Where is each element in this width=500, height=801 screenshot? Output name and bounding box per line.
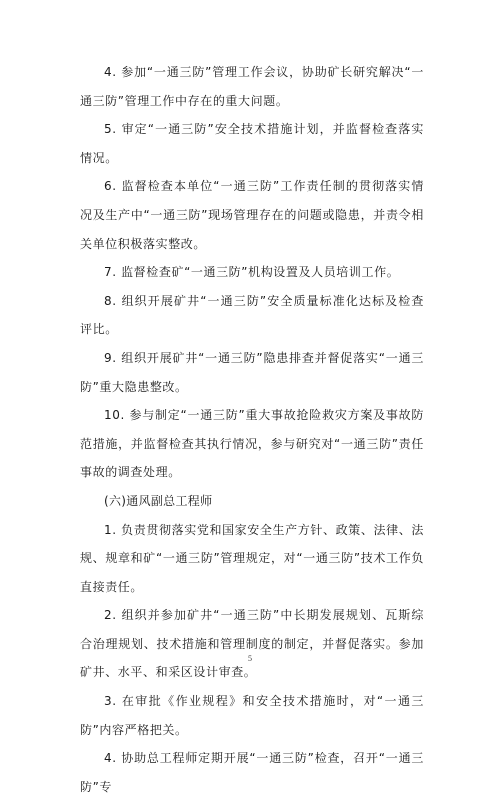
- paragraph-item-7: 7. 监督检查矿“一通三防”机构设置及人员培训工作。: [104, 265, 400, 280]
- paragraph-item-8: 8. 组织开展矿井“一通三防”安全质量标准化达标及检查评比。: [80, 293, 424, 337]
- paragraph-item-4-continued: 4. 协助总工程师定期开展“一通三防”检查，召开“一通三防”专: [80, 751, 424, 794]
- paragraph-item-3: 3. 在审批《作业规程》和安全技术措施时，对“一通三防”内容严格把关。: [80, 694, 424, 737]
- paragraph-item-9: 9. 组织开展矿井“一通三防”隐患排查并督促落实“一通三防”重大隐患整改。: [80, 350, 424, 394]
- paragraph-item-5: 5. 审定“一通三防”安全技术措施计划，并监督检查落实情况。: [80, 122, 424, 165]
- page-body: [80, 58, 424, 801]
- paragraph-item-4: 4. 参加“一通三防”管理工作会议，协助矿长研究解决“一通三防”管理工作中存在的重大问题。: [80, 65, 424, 108]
- section-heading: (六)通风副总工程师: [104, 493, 213, 508]
- paragraph-item-10: 10. 参与制定“一通三防”重大事故抢险救灾方案及事故防范措施，并监督检查其执行情况，参与研究对“一通三防”责任事故的调查处理。: [80, 408, 424, 480]
- paragraph-item-6: 6. 监督检查本单位“一通三防”工作责任制的贯彻落实情况及生产中“一通三防”现场管理存在的问题或隐患，并责令相关单位积极落实整改。: [80, 179, 424, 251]
- page-number: 5: [248, 654, 252, 663]
- paragraph-item-1: 1. 负责贯彻落实党和国家安全生产方针、政策、法律、法规、规章和矿“一通三防”管理规定，对“一通三防”技术工作负直接责任。: [80, 522, 424, 594]
- paragraph-item-2: 2. 组织并参加矿井“一通三防”中长期发展规划、瓦斯综合治理规划、技术措施和管理制度的制定，并督促落实。参加矿井、水平、和采区设计审查。: [80, 608, 424, 680]
